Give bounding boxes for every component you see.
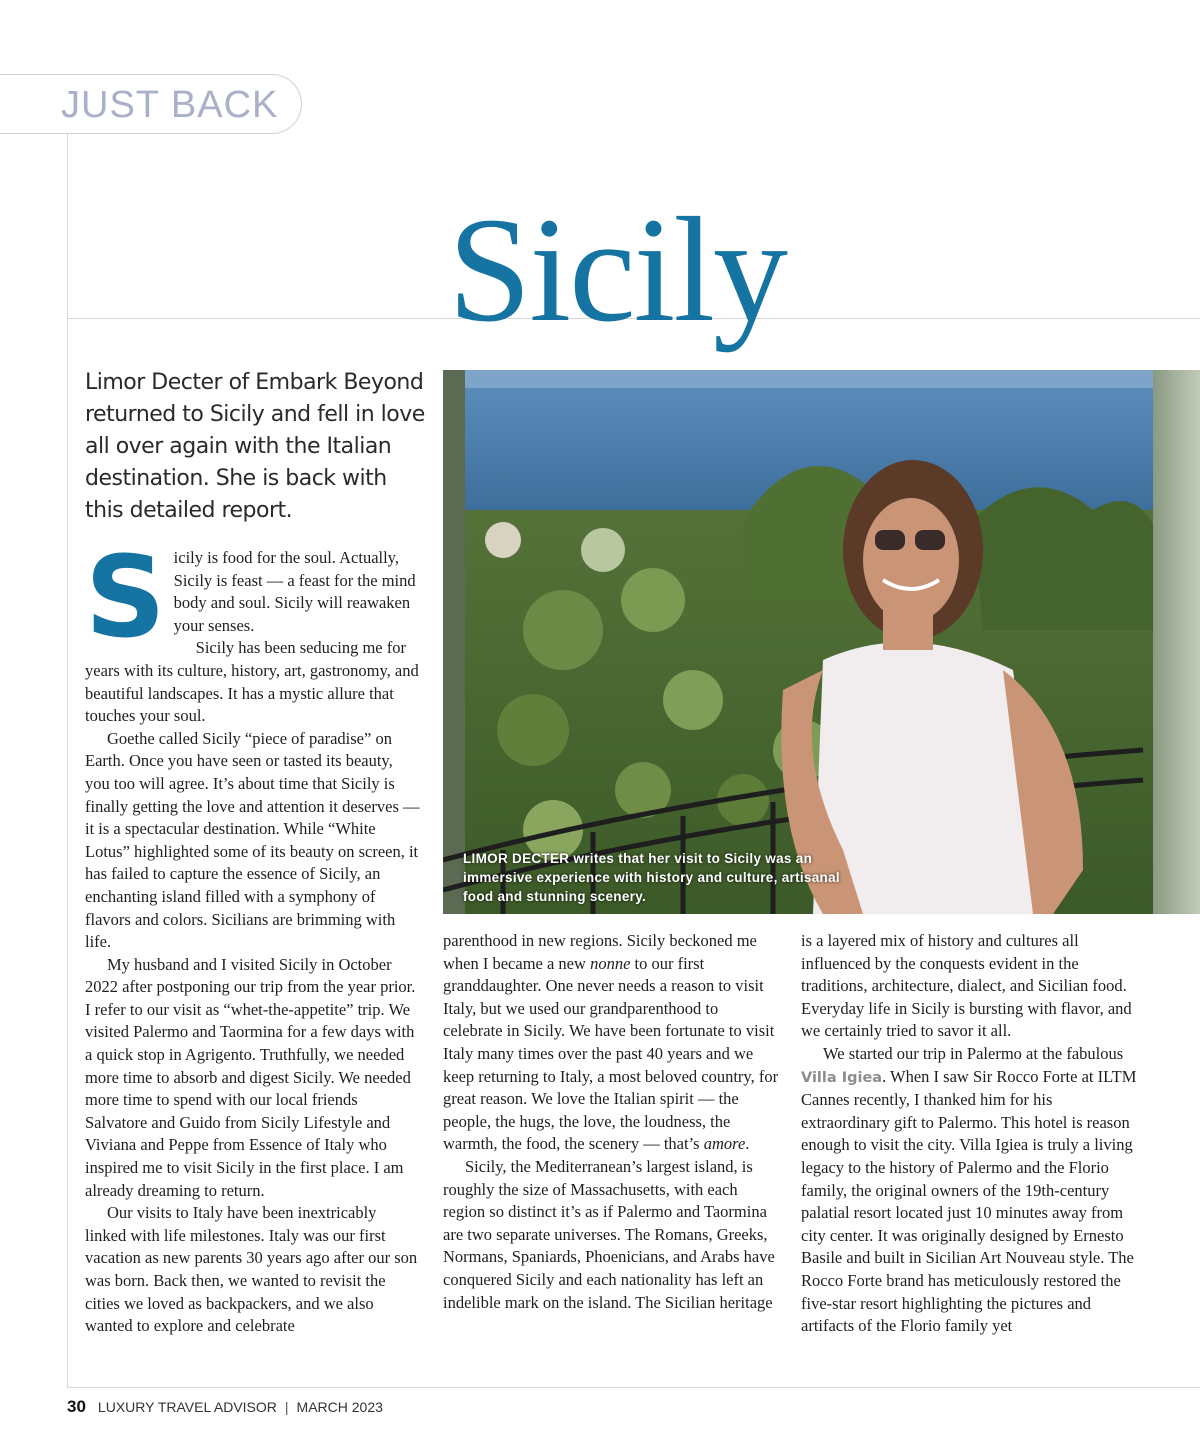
hotel-link[interactable]: Villa Igiea (801, 1069, 883, 1086)
paragraph: We started our trip in Palermo at the fabulous (823, 1043, 1124, 1063)
page-title: Sicily (448, 187, 787, 353)
drop-cap: S (85, 547, 166, 663)
italic-word: nonne (590, 953, 631, 973)
footer-separator: | (284, 1399, 289, 1415)
paragraph: is a layered mix of history and cultures all influenced by the conquests evident in the traditions, architecture, dialect, and Sicilian food. Everyday life in Sicily is bursting with flavor, and we certainly tried to savor it all. (801, 931, 1132, 1041)
paragraph: . When I saw Sir Rocco Forte at ILTM Cannes recently, I thanked him for his extraordinary gift to Palermo. This hotel is reason enough to visit the city. Villa Igiea is truly a living legacy to the history of Palermo and the Florio family, the original owners of the 19th-century palatial resort located just 10 minutes away from city center. It was originally designed by Ernesto Basile and built in Sicilian Art Nouveau style. The Rocco Forte brand has meticulously restored the five-star resort highlighting the pictures and artifacts of the Florio family yet (801, 1066, 1137, 1336)
article-column-3 (801, 930, 1141, 1362)
paragraph: Sicily has been seducing me for years with its culture, history, art, gastronomy, and beautiful landscapes. It has a mystic allure that touches your soul. (85, 638, 419, 726)
paragraph: parenthood in new regions. Sicily beckoned me when I became a new (443, 931, 757, 973)
paragraph: icily is food for the soul. Actually, Sicily is feast — a feast for the mind body and soul. Sicily will reawaken your senses. (173, 548, 416, 635)
paragraph-end: . (745, 1134, 750, 1154)
article-deck: Limor Decter of Embark Beyond returned to Sicily and fell in love all over again with the Italian destination. She is back with this detailed report. (85, 370, 425, 523)
page-footer (67, 1397, 383, 1417)
caption-name: LIMOR DECTER (463, 851, 570, 866)
paragraph: to our first granddaughter. One never needs a reason to visit Italy, but we used our grandparenthood to celebrate in Sicily. We have been fortunate to visit Italy many times over the past 40 years and we keep returning to Italy, a most beloved country, for great reason. We love the Italian spirit — the people, the hugs, the love, the loudness, the warmth, the food, the scenery — that’s (443, 953, 779, 1154)
frame-vertical-rule (67, 133, 68, 1388)
page-number: 30 (67, 1397, 86, 1416)
paragraph: Sicily, the Mediterranean’s largest island, is roughly the size of Massachusetts, with each region so distinct it’s as if Palermo and Taormina are two separate universes. The Romans, Greeks, Normans, Spaniards, Phoenicians, and Arabs have conquered Sicily and each nationality has left an indelible mark on the island. The Sicilian heritage (443, 1156, 775, 1312)
paragraph: Goethe called Sicily “piece of paradise” on Earth. Once you have seen or tasted its beauty, you too will agree. It’s about time that Sicily is finally getting the love and attention it deserves — it is a spectacular destination. While “White Lotus” highlighted some of its beauty on screen, it has failed to capture the essence of Sicily, an enchanting island filled with a symphony of flavors and colors. Sicilians are brimming with life. (85, 728, 420, 952)
paragraph: My husband and I visited Sicily in October 2022 after postponing our trip from the year prior. I refer to our visit as “whet-the-appetite” trip. We visited Palermo and Taormina for a few days with a quick stop in Agrigento. Truthfully, we needed more time to absorb and digest Sicily. We needed more time to spend with our local friends Salvatore and Guido from Sicily Lifestyle and Viviana and Peppe from Essence of Italy who inspired me to visit Sicily in the first place. I am already dreaming to return. (85, 954, 416, 1200)
caption-text: writes that her visit to Sicily was an immersive experience with history and culture, artisanal food and stunning scenery. (463, 851, 840, 904)
article-column-1 (85, 547, 421, 1362)
section-label: JUST BACK (61, 84, 279, 126)
frame-bottom-rule (67, 1387, 1200, 1388)
italic-word: amore (703, 1134, 746, 1154)
photo-caption (463, 849, 843, 906)
issue-date: MARCH 2023 (296, 1399, 383, 1415)
article-column-2 (443, 930, 779, 1362)
paragraph: Our visits to Italy have been inextricably linked with life milestones. Italy was our first vacation as new parents 30 years ago after our son was born. Back then, we wanted to revisit the cities we loved as backpackers, and we also wanted to explore and celebrate (85, 1203, 418, 1336)
article-photo (443, 370, 1200, 914)
photo-illustration (443, 370, 1200, 914)
publication-name: LUXURY TRAVEL ADVISOR (97, 1399, 277, 1415)
